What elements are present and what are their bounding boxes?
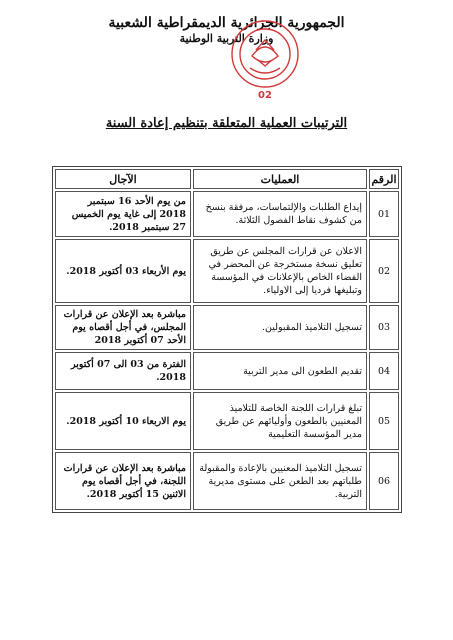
row-number: 05 (369, 392, 399, 450)
row-deadline: مباشرة بعد الإعلان عن قرارات المجلس، في أجل أقصاه يوم الأحد 07 أكتوبر 2018 (55, 305, 191, 350)
row-deadline: من يوم الأحد 16 سبتمبر 2018 إلى غاية يوم الخميس 27 سبتمبر 2018. (55, 191, 191, 237)
document-header (0, 14, 453, 46)
row-number: 06 (369, 452, 399, 510)
row-deadline: مباشرة بعد الإعلان عن قرارات اللجنة، في أجل أقصاه يوم الاثنين 15 أكتوبر 2018. (55, 452, 191, 510)
row-number: 01 (369, 191, 399, 237)
header-deadlines: الآجال (55, 169, 191, 189)
row-deadline: يوم الاربعاء 10 أكتوبر 2018. (55, 392, 191, 450)
stamp-number: 02 (258, 90, 272, 101)
row-operation: تقديم الطعون الى مدير التربية (193, 352, 367, 390)
ministry-name: وزارة التربية الوطنية (179, 32, 274, 45)
row-operation: تسجيل التلاميذ المعنيين بالإعادة والمقبولة طلباتهم بعد الطعن على مستوى مديرية التربية. (193, 452, 367, 510)
table-row (55, 305, 399, 350)
table-row (55, 191, 399, 237)
row-operation: الاعلان عن قرارات المجلس عن طريق تعليق نسخة مستخرجة عن المحضر في الفضاء الخاص بالإعلانات في المؤسسة وتبليغها فرديا إلى الاولياء. (193, 239, 367, 303)
republic-name: الجمهورية الجزائرية الديمقراطية الشعبية (108, 15, 345, 31)
header-operations: العمليات (193, 169, 367, 189)
official-stamp-icon (228, 10, 302, 102)
table-row (55, 352, 399, 390)
row-deadline: الفترة من 03 الى 07 أكتوبر 2018. (55, 352, 191, 390)
row-number: 03 (369, 305, 399, 350)
table-row (55, 452, 399, 510)
row-operation: إيداع الطلبات والإلتماسات، مرفقة بنسخ من كشوف نقاط الفصول الثلاثة. (193, 191, 367, 237)
row-number: 02 (369, 239, 399, 303)
row-operation: تبلغ قرارات اللجنة الخاصة للتلاميذ المعنيين بالطعون وأوليائهم عن طريق مدير المؤسسة التعليمية (193, 392, 367, 450)
document-title: الترتيبات العملية المتعلقة بتنظيم إعادة السنة (105, 116, 348, 131)
table-header-row (55, 169, 399, 189)
schedule-table (52, 166, 402, 513)
row-number: 04 (369, 352, 399, 390)
row-deadline: يوم الأربعاء 03 أكتوبر 2018. (55, 239, 191, 303)
table-row (55, 392, 399, 450)
row-operation: تسجيل التلاميذ المقبولين. (193, 305, 367, 350)
table-row (55, 239, 399, 303)
header-num: الرقم (369, 169, 399, 189)
